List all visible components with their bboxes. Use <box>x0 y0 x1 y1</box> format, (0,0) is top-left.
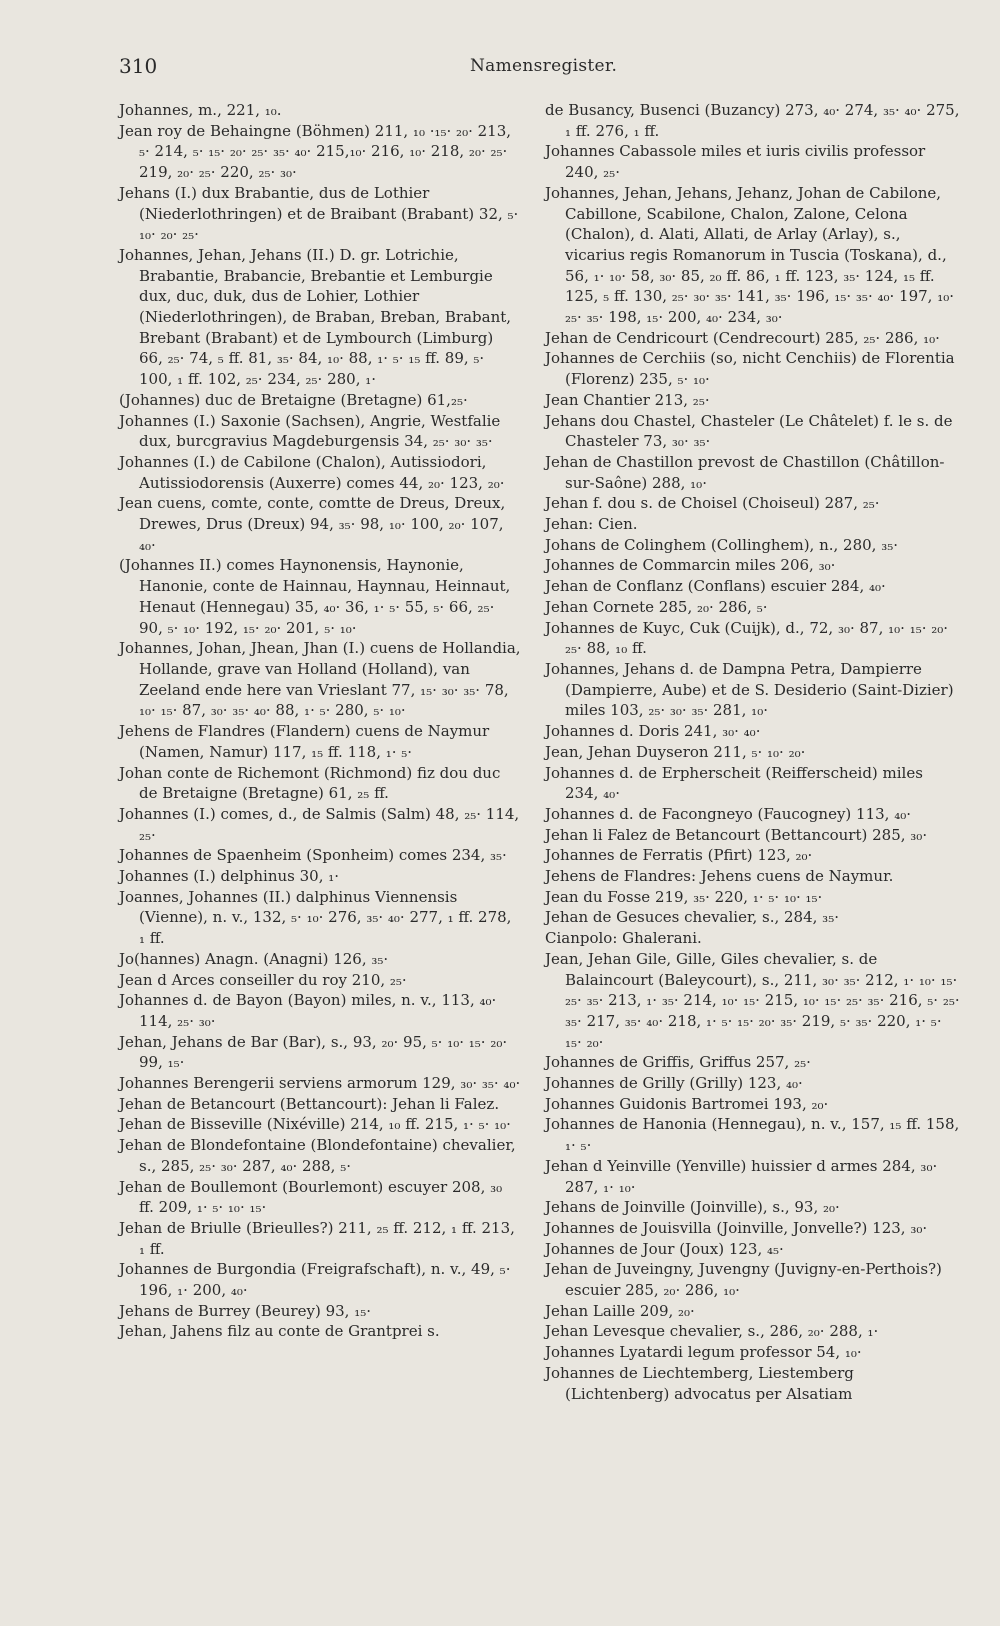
index-entry: Johannes Lyatardi legum professor 54, ₁₀· <box>545 1343 862 1362</box>
index-entry: Johannes d. de Erpherscheit (Reifferscheid) miles 234, ₄₀· <box>545 763 923 803</box>
index-entry: Johannes d. de Bayon (Bayon) miles, n. v., 113, ₄₀· 114, ₂₅· ₃₀· <box>119 991 497 1030</box>
index-entry: Johannes Guidonis Bartromei 193, ₂₀· <box>545 1094 829 1113</box>
index-entry: Jean roy de Behaingne (Böhmen) 211, ₁₀ ·₁₅· ₂₀· 213, ₅· 214, ₅· ₁₅· ₂₀· ₂₅· ₃₅· ₄₀· 215,₁₀· 216, ₁₀· 218, ₂₀· ₂₅· 219, ₂₀· ₂₅· 220, ₂₅· ₃₀· <box>119 121 512 182</box>
index-entry: Johannes de Grilly (Grilly) 123, ₄₀· <box>545 1074 803 1093</box>
index-entry: Jehans de Joinville (Joinville), s., 93, ₂₀· <box>545 1198 840 1217</box>
page-header <box>119 54 919 84</box>
index-entry: Johannes de Burgondia (Freigrafschaft), n. v., 49, ₅· 196, ₁· 200, ₄₀· <box>119 1260 511 1300</box>
index-entry: Joannes, Johannes (II.) dalphinus Viennensis (Vienne), n. v., 132, ₅· ₁₀· 276, ₃₅· ₄₀· 277, ₁ ff. 278, ₁ ff. <box>119 887 512 948</box>
index-entry: Johannes d. de Facongneyo (Faucogney) 113, ₄₀· <box>545 804 912 823</box>
index-entry: Johannes, Jehans d. de Dampna Petra, Dampierre (Dampierre, Aube) et de S. Desiderio (Saint-Dizier) miles 103, ₂₅· ₃₀· ₃₅· 281, ₁₀· <box>545 659 954 720</box>
index-entry: Jehan de Betancourt (Bettancourt): Jehan li Falez. <box>119 1094 500 1113</box>
left-index-column <box>119 100 521 1342</box>
index-entry: Jehans de Burrey (Beurey) 93, ₁₅· <box>119 1301 371 1320</box>
index-entry: Jean, Jehan Gile, Gille, Giles chevalier, s. de Balaincourt (Baleycourt), s., 211, ₃₀· ₃₅· 212, ₁· ₁₀· ₁₅· ₂₅· ₃₅· 213, ₁· ₃₅· 214, ₁₀· ₁₅· 215, ₁₀· ₁₅· ₂₅· ₃₅· 216, ₅· ₂₅· ₃₅· 217, ₃₅· ₄₀· 218, ₁· ₅· ₁₅· ₂₀· ₃₅· 219, ₅· ₃₅· 220, ₁· ₅· ₁₅· ₂₀· <box>545 949 960 1051</box>
index-entry: Johannes (I.) Saxonie (Sachsen), Angrie, Westfalie dux, burcgravius Magdeburgensis 34, ₂₅· ₃₀· ₃₅· <box>119 411 501 451</box>
index-entry: Jo(hannes) Anagn. (Anagni) 126, ₃₅· <box>119 949 389 968</box>
index-entry: Johannes de Cerchiis (so, nicht Cenchiis) de Florentia (Florenz) 235, ₅· ₁₀· <box>545 349 955 389</box>
index-entry: Jehan de Cendricourt (Cendrecourt) 285, ₂₅· 286, ₁₀· <box>545 328 940 347</box>
index-entry: Cianpolo: Ghalerani. <box>545 929 702 948</box>
index-entry: Jean du Fosse 219, ₃₅· 220, ₁· ₅· ₁₀· ₁₅· <box>545 887 823 906</box>
index-entry: Jehens de Flandres (Flandern) cuens de Naymur (Namen, Namur) 117, ₁₅ ff. 118, ₁· ₅· <box>119 722 490 761</box>
index-entry: (Johannes) duc de Bretaigne (Bretagne) 61,₂₅· <box>119 390 468 409</box>
index-entry: Johannes Berengerii serviens armorum 129, ₃₀· ₃₅· ₄₀· <box>119 1074 521 1093</box>
index-entry: (Johannes II.) comes Haynonensis, Haynonie, Hanonie, conte de Hainnau, Haynnau, Heinnaut, Henaut (Hennegau) 35, ₄₀· 36, ₁· ₅· 55, ₅· 66, ₂₅· 90, ₅· ₁₀· 192, ₁₅· ₂₀· 201, ₅· ₁₀· <box>119 556 511 637</box>
index-entry: Johannes de Liechtemberg, Liestemberg (Lichtenberg) advocatus per Alsatiam <box>545 1363 854 1403</box>
index-entry: Johannes, Johan, Jhean, Jhan (I.) cuens de Hollandia, Hollande, grave van Holland (Holland), van Zeeland ende here van Vrieslant 77, ₁₅· ₃₀· ₃₅· 78, ₁₀· ₁₅· 87, ₃₀· ₃₅· ₄₀· 88, ₁· ₅· 280, ₅· ₁₀· <box>119 639 521 720</box>
index-entry: Jehans (I.) dux Brabantie, dus de Lothier (Niederlothringen) et de Braibant (Brabant) 32, ₅· ₁₀· ₂₀· ₂₅· <box>119 183 519 244</box>
index-entry: Jehan Levesque chevalier, s., 286, ₂₀· 288, ₁· <box>545 1322 879 1341</box>
index-entry: Jehan de Bisseville (Nixéville) 214, ₁₀ ff. 215, ₁· ₅· ₁₀· <box>119 1115 511 1134</box>
index-entry: Jehan de Gesuces chevalier, s., 284, ₃₅· <box>545 908 839 927</box>
index-entry: Johannes d. Doris 241, ₃₀· ₄₀· <box>545 722 761 741</box>
index-entry: Jehens de Flandres: Jehens cuens de Naymur. <box>545 867 894 886</box>
index-entry: Johannes Cabassole miles et iuris civilis professor 240, ₂₅· <box>545 142 926 182</box>
index-entry: Jehan de Chastillon prevost de Chastillon (Châtillon-sur-Saône) 288, ₁₀· <box>545 452 945 492</box>
index-entry: Jehan: Cien. <box>545 515 638 534</box>
index-entry: Jehan Cornete 285, ₂₀· 286, ₅· <box>545 597 768 616</box>
index-entry: Johannes de Jour (Joux) 123, ₄₅· <box>545 1239 784 1258</box>
index-entry: Johans de Colinghem (Collinghem), n., 280, ₃₅· <box>545 535 899 554</box>
index-entry: Jehan de Blondefontaine (Blondefontaine) chevalier, s., 285, ₂₅· ₃₀· 287, ₄₀· 288, ₅· <box>119 1136 516 1175</box>
index-entry: Johannes de Ferratis (Pfirt) 123, ₂₀· <box>545 846 813 865</box>
index-entry: Johannes de Hanonia (Hennegau), n. v., 157, ₁₅ ff. 158, ₁· ₅· <box>545 1115 960 1155</box>
index-entry: Jean d Arces conseiller du roy 210, ₂₅· <box>119 970 407 989</box>
index-entry: Jean cuens, comte, conte, comtte de Dreus, Dreux, Drewes, Drus (Dreux) 94, ₃₅· 98, ₁₀· 100, ₂₀· 107, ₄₀· <box>119 494 506 554</box>
index-entry: Jehan de Juveingny, Juvengny (Juvigny-en-Perthois?) escuier 285, ₂₀· 286, ₁₀· <box>545 1260 942 1300</box>
index-entry: Jehan de Boullemont (Bourlemont) escuyer 208, ₃₀ ff. 209, ₁· ₅· ₁₀· ₁₅· <box>119 1177 503 1217</box>
index-entry: Johannes (I.) de Cabilone (Chalon), Autissiodori, Autissiodorensis (Auxerre) comes 44, ₂₀· 123, ₂₀· <box>119 452 505 492</box>
index-entry: Jehan d Yeinville (Yenville) huissier d armes 284, ₃₀· 287, ₁· ₁₀· <box>545 1156 938 1196</box>
index-entry: Jehan de Conflanz (Conflans) escuier 284, ₄₀· <box>545 577 886 596</box>
index-entry: Johan conte de Richemont (Richmond) fiz dou duc de Bretaigne (Bretagne) 61, ₂₅ ff. <box>119 763 501 803</box>
index-entry: Jehan f. dou s. de Choisel (Choiseul) 287, ₂₅· <box>545 494 880 513</box>
right-index-column <box>545 100 960 1404</box>
index-entry: Jehan de Briulle (Brieulles?) 211, ₂₅ ff. 212, ₁ ff. 213, ₁ ff. <box>119 1218 515 1258</box>
index-entry: Johannes, m., 221, ₁₀. <box>119 101 282 119</box>
index-entry: Johannes, Jehan, Jehans (II.) D. gr. Lotrichie, Brabantie, Brabancie, Brebantie et Lemburgie dux, duc, duk, dus de Lohier, Lothier (Niederlothringen), de Braban, Breban, Brabant, Brebant (Brabant) et de Lymbourch (Limburg) 66, ₂₅· 74, ₅ ff. 81, ₃₅· 84, ₁₀· 88, ₁· ₅· ₁₅ ff. 89, ₅· 100, ₁ ff. 102, ₂₅· 234, ₂₅· 280, ₁· <box>119 245 512 389</box>
page-number: 310 <box>119 54 158 78</box>
index-entry: Jean Chantier 213, ₂₅· <box>545 390 710 409</box>
index-entry: Johannes (I.) delphinus 30, ₁· <box>119 867 340 886</box>
index-entry: Johannes de Kuyc, Cuk (Cuijk), d., 72, ₃₀· 87, ₁₀· ₁₅· ₂₀· ₂₅· 88, ₁₀ ff. <box>545 618 949 658</box>
index-entry: Johannes de Spaenheim (Sponheim) comes 234, ₃₅· <box>119 846 507 865</box>
index-entry: Jehan li Falez de Betancourt (Bettancourt) 285, ₃₀· <box>545 825 928 844</box>
index-entry: Johannes (I.) comes, d., de Salmis (Salm) 48, ₂₅· 114, ₂₅· <box>119 804 520 844</box>
index-entry: Jehan, Jehans de Bar (Bar), s., 93, ₂₀· 95, ₅· ₁₀· ₁₅· ₂₀· 99, ₁₅· <box>119 1032 508 1072</box>
index-entry: de Busancy, Busenci (Buzancy) 273, ₄₀· 274, ₃₅· ₄₀· 275, ₁ ff. 276, ₁ ff. <box>545 101 960 140</box>
index-entry: Johannes de Jouisvilla (Joinville, Jonvelle?) 123, ₃₀· <box>545 1218 928 1237</box>
running-title: Namensregister. <box>470 56 618 76</box>
index-entry: Johannes, Jehan, Jehans, Jehanz, Johan de Cabilone, Cabillone, Scabilone, Chalon, Zalone, Celona (Chalon), d. Alati, Allati, de Arlay (Arlay), s., vicarius regis Romanorum in Tuscia (Toskana), d., 56, ₁· ₁₀· 58, ₃₀· 85, ₂₀ ff. 86, ₁ ff. 123, ₃₅· 124, ₁₅ ff. 125, ₅ ff. 130, ₂₅· ₃₀· ₃₅· 141, ₃₅· 196, ₁₅· ₃₅· ₄₀· 197, ₁₀· ₂₅· ₃₅· 198, ₁₅· 200, ₄₀· 234, ₃₀· <box>545 183 955 327</box>
index-entry: Johannes de Griffis, Griffus 257, ₂₅· <box>545 1053 811 1072</box>
index-entry: Jehan Laille 209, ₂₀· <box>545 1301 695 1320</box>
index-entry: Jean, Jehan Duyseron 211, ₅· ₁₀· ₂₀· <box>545 742 806 761</box>
index-entry: Jehans dou Chastel, Chasteler (Le Châtelet) f. le s. de Chasteler 73, ₃₀· ₃₅· <box>545 411 953 451</box>
index-entry: Johannes de Commarcin miles 206, ₃₀· <box>545 556 836 575</box>
index-entry: Jehan, Jahens filz au conte de Grantprei s. <box>119 1322 440 1341</box>
